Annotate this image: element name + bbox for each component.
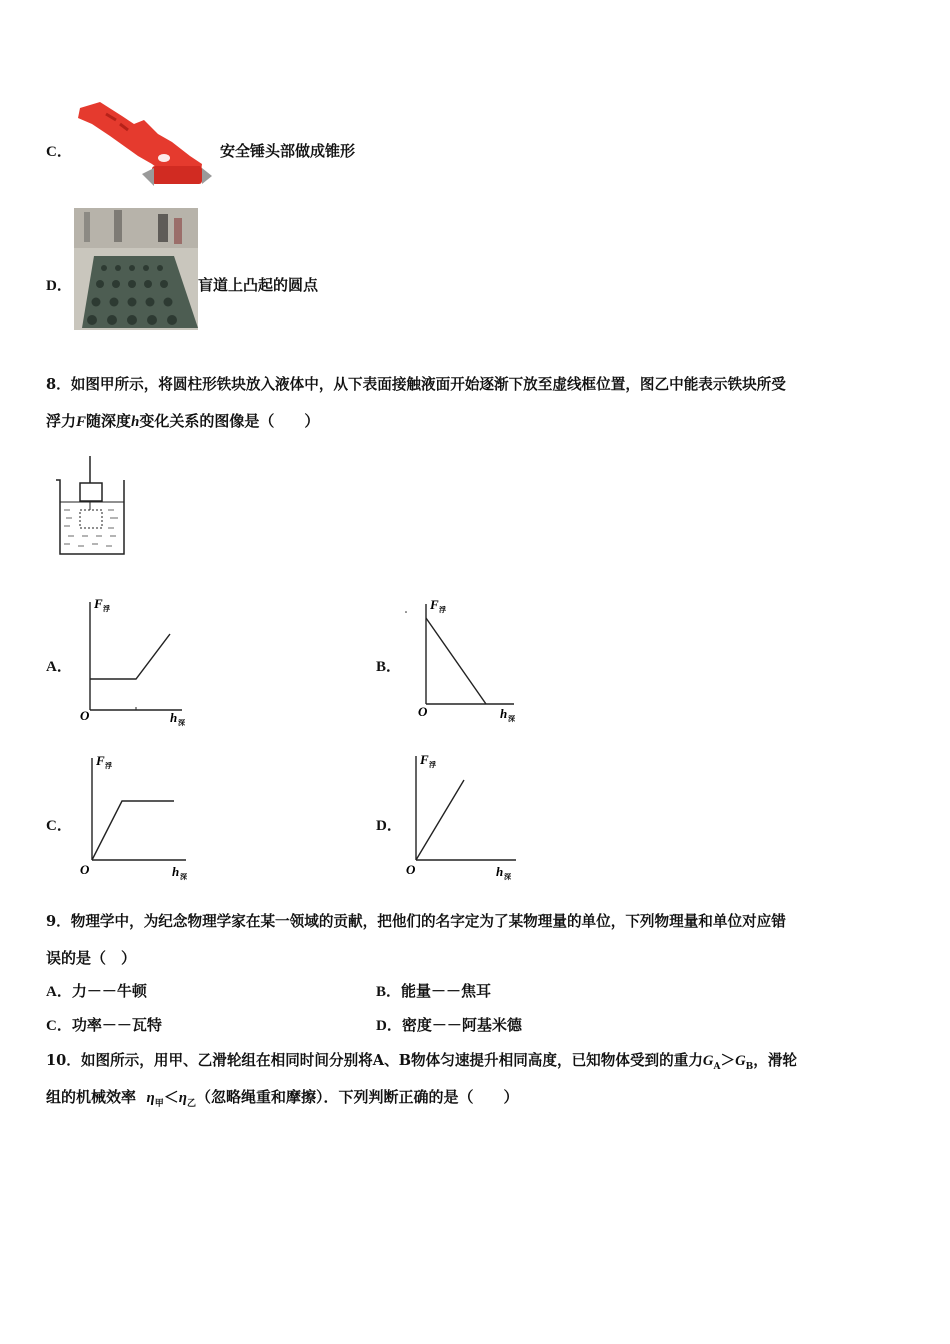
graph-d-y-axis: F: [420, 752, 429, 767]
graph-option-a: [74, 594, 196, 730]
q8-var-h: h: [131, 414, 140, 430]
graph-b-curve: [426, 618, 486, 704]
graph-c-origin: O: [80, 862, 90, 877]
q8-text-a: 浮力: [46, 412, 77, 430]
q9-option-a: [46, 980, 147, 1001]
q10-eta-yi: η: [178, 1090, 187, 1106]
graph-d-origin: O: [406, 862, 416, 877]
graph-a-y-axis: F: [94, 596, 103, 611]
graph-option-b: [404, 594, 526, 730]
graph-a-x-sub: 深: [178, 719, 185, 727]
graph-b-x-sub: 深: [508, 715, 515, 723]
q10-sub-b: B: [745, 1061, 754, 1072]
graph-b-y-axis: F: [430, 597, 439, 612]
q10-var-ga: G: [702, 1053, 714, 1069]
graph-d-x-axis: h: [496, 864, 504, 879]
graph-d-curve: [416, 780, 464, 860]
q9-option-d: [376, 1014, 522, 1035]
option-d-label: D．: [46, 278, 72, 294]
question-10-line-1: [46, 1049, 797, 1072]
tactile-paving-photo: [74, 208, 198, 330]
q10-sub-yi: 乙: [186, 1099, 196, 1109]
question-9-line-2: 误的是（ ）: [46, 949, 137, 967]
q10-text-c: 组的机械效率: [46, 1088, 137, 1106]
q10-eta-jia: η: [146, 1090, 155, 1106]
q8-text-b: 随深度: [86, 412, 132, 430]
q9-option-c-label: C．: [46, 1018, 72, 1034]
graph-b-origin: O: [418, 704, 428, 719]
graph-option-c: [74, 750, 196, 886]
question-10-line-2: [46, 1086, 519, 1109]
question-9-line-1: 9．物理学中，为纪念物理学家在某一领域的贡献，把他们的名字定为了某物理量的单位，下列物理量和单位对应错: [46, 913, 786, 930]
q10-sub-a: A: [713, 1061, 721, 1072]
q9-option-b-text: 能量－－焦耳: [401, 982, 492, 1000]
graph-c-x-sub: 深: [180, 873, 187, 881]
option-c-label: C．: [46, 144, 72, 160]
q10-sub-jia: 甲: [154, 1099, 164, 1109]
beaker-figure: [52, 456, 134, 560]
graph-d-x-sub: 深: [504, 873, 511, 881]
q9-option-d-label: D．: [376, 1018, 402, 1034]
option-d-caption: 盲道上凸起的圆点: [198, 276, 319, 294]
q10-text-a: 10．如图所示，用甲、乙滑轮组在相同时间分别将A、B物体匀速提升相同高度，已知物体受到的重力: [46, 1052, 703, 1069]
graph-c-y-sub: 浮: [105, 762, 112, 770]
q9-option-b-label: B．: [376, 984, 402, 1000]
graph-option-c-label: C．: [46, 818, 72, 834]
graph-a-curve: [90, 634, 170, 679]
q9-option-b: [376, 980, 491, 1001]
safety-hammer-image: [72, 98, 212, 196]
graph-b-y-sub: 浮: [439, 606, 446, 614]
graph-a-y-sub: 浮: [103, 605, 110, 613]
graph-a-origin: O: [80, 708, 90, 723]
q10-text-b: ，滑轮: [753, 1052, 798, 1069]
q9-option-a-label: A．: [46, 984, 72, 1000]
option-c-caption: 安全锤头部做成锥形: [220, 142, 356, 160]
question-8-line-2: [46, 410, 319, 431]
graph-option-a-label: A．: [46, 659, 72, 675]
q10-text-d: （忽略绳重和摩擦）．下列判断正确的是（ ）: [195, 1088, 519, 1106]
graph-c-y-axis: F: [96, 753, 105, 768]
graph-option-d-label: D．: [376, 818, 402, 834]
q8-text-c: 变化关系的图像是（ ）: [139, 412, 320, 430]
graph-option-b-label: B．: [376, 659, 402, 675]
q10-lt: ＜: [163, 1088, 179, 1106]
q10-var-gb: G: [735, 1053, 746, 1069]
q9-option-d-text: 密度－－阿基米德: [401, 1016, 522, 1034]
graph-b-x-axis: h: [500, 706, 508, 721]
graph-d-y-sub: 浮: [429, 761, 436, 769]
q9-option-c: [46, 1014, 162, 1035]
q10-gt: ＞: [720, 1052, 736, 1069]
question-8-line-1: 8．如图甲所示，将圆柱形铁块放入液体中，从下表面接触液面开始逐渐下放至虚线框位置，图乙中能表示铁块所受: [46, 376, 786, 393]
q8-var-f: F: [76, 414, 87, 430]
graph-a-x-axis: h: [170, 710, 178, 725]
q9-option-a-text: 力－－牛顿: [71, 982, 147, 1000]
graph-c-curve: [92, 801, 174, 860]
graph-c-x-axis: h: [172, 864, 180, 879]
graph-option-d: [404, 750, 526, 886]
q9-option-c-text: 功率－－瓦特: [71, 1016, 162, 1034]
